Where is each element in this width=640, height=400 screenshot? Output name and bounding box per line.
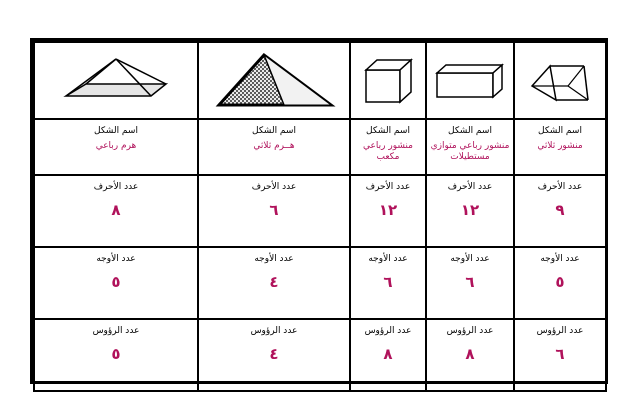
faces-cell	[350, 247, 426, 319]
shape-image-cell	[34, 42, 198, 119]
faces-label: عدد الأوجه	[540, 254, 580, 264]
vertices-label: عدد الرؤوس	[364, 326, 412, 336]
edges-value: ٨	[111, 201, 121, 219]
edges-label: عدد الأحرف	[93, 182, 139, 192]
vertices-cell	[514, 319, 606, 391]
shapes-table	[33, 41, 607, 392]
cube-icon	[361, 56, 416, 106]
vertices-cell	[34, 319, 198, 391]
vertices-value: ٥	[111, 345, 121, 363]
faces-label: عدد الأوجه	[254, 254, 294, 264]
vertices-label: عدد الرؤوس	[536, 326, 584, 336]
faces-cell	[426, 247, 514, 319]
shape-name-label: اسم الشكل	[538, 126, 582, 136]
edges-cell	[514, 175, 606, 247]
vertices-label: عدد الرؤوس	[92, 326, 140, 336]
vertices-cell	[350, 319, 426, 391]
edges-label: عدد الأحرف	[251, 182, 297, 192]
shape-name-label: اسم الشكل	[94, 126, 138, 136]
faces-value: ٥	[111, 273, 121, 291]
shapes-table-frame	[30, 38, 608, 384]
edges-value: ١٢	[378, 201, 398, 219]
vertices-value: ٨	[383, 345, 393, 363]
vertices-label: عدد الرؤوس	[250, 326, 298, 336]
shape-name: هرم رباعي	[95, 141, 137, 151]
shape-name-label: اسم الشكل	[252, 126, 296, 136]
faces-cell	[514, 247, 606, 319]
vertices-label: عدد الرؤوس	[446, 326, 494, 336]
shape-name-cell	[34, 119, 198, 175]
vertices-value: ٨	[465, 345, 475, 363]
faces-value: ٦	[383, 273, 393, 291]
edges-label: عدد الأحرف	[537, 182, 583, 192]
vertices-value: ٤	[269, 345, 279, 363]
shape-image-row	[34, 42, 606, 119]
shape-image-cell	[426, 42, 514, 119]
triangular-prism-icon	[528, 56, 592, 106]
shape-image-cell	[198, 42, 350, 119]
shape-name-label: اسم الشكل	[448, 126, 492, 136]
faces-cell	[34, 247, 198, 319]
shape-name-cell	[350, 119, 426, 175]
shape-name: منشور رباعي متوازي مستطيلات	[430, 141, 510, 162]
edges-cell	[426, 175, 514, 247]
shape-name-label: اسم الشكل	[366, 126, 410, 136]
faces-label: عدد الأوجه	[368, 254, 408, 264]
shape-image-cell	[350, 42, 426, 119]
faces-value: ٥	[555, 273, 565, 291]
shape-name-row	[34, 119, 606, 175]
edges-cell	[34, 175, 198, 247]
faces-label: عدد الأوجه	[450, 254, 490, 264]
cuboid-icon	[434, 61, 506, 101]
square-pyramid-icon	[61, 56, 171, 106]
shape-name-cell	[198, 119, 350, 175]
faces-cell	[198, 247, 350, 319]
edges-value: ١٢	[460, 201, 480, 219]
shape-name: منشور رباعي مكعب	[363, 141, 413, 162]
vertices-value: ٦	[555, 345, 565, 363]
vertices-cell	[198, 319, 350, 391]
edges-cell	[198, 175, 350, 247]
edges-value: ٦	[269, 201, 279, 219]
shape-name: منشور ثلاثي	[537, 141, 583, 151]
vertices-cell	[426, 319, 514, 391]
shape-name: هــرم ثلاثي	[253, 141, 295, 151]
edges-value: ٩	[555, 201, 565, 219]
faces-value: ٤	[269, 273, 279, 291]
faces-row	[34, 247, 606, 319]
edges-row	[34, 175, 606, 247]
shape-name-cell	[514, 119, 606, 175]
edges-cell	[350, 175, 426, 247]
shape-name-cell	[426, 119, 514, 175]
faces-value: ٦	[465, 273, 475, 291]
shape-image-cell	[514, 42, 606, 119]
triangular-pyramid-icon	[209, 51, 339, 111]
edges-label: عدد الأحرف	[447, 182, 493, 192]
edges-label: عدد الأحرف	[365, 182, 411, 192]
vertices-row	[34, 319, 606, 391]
faces-label: عدد الأوجه	[96, 254, 136, 264]
